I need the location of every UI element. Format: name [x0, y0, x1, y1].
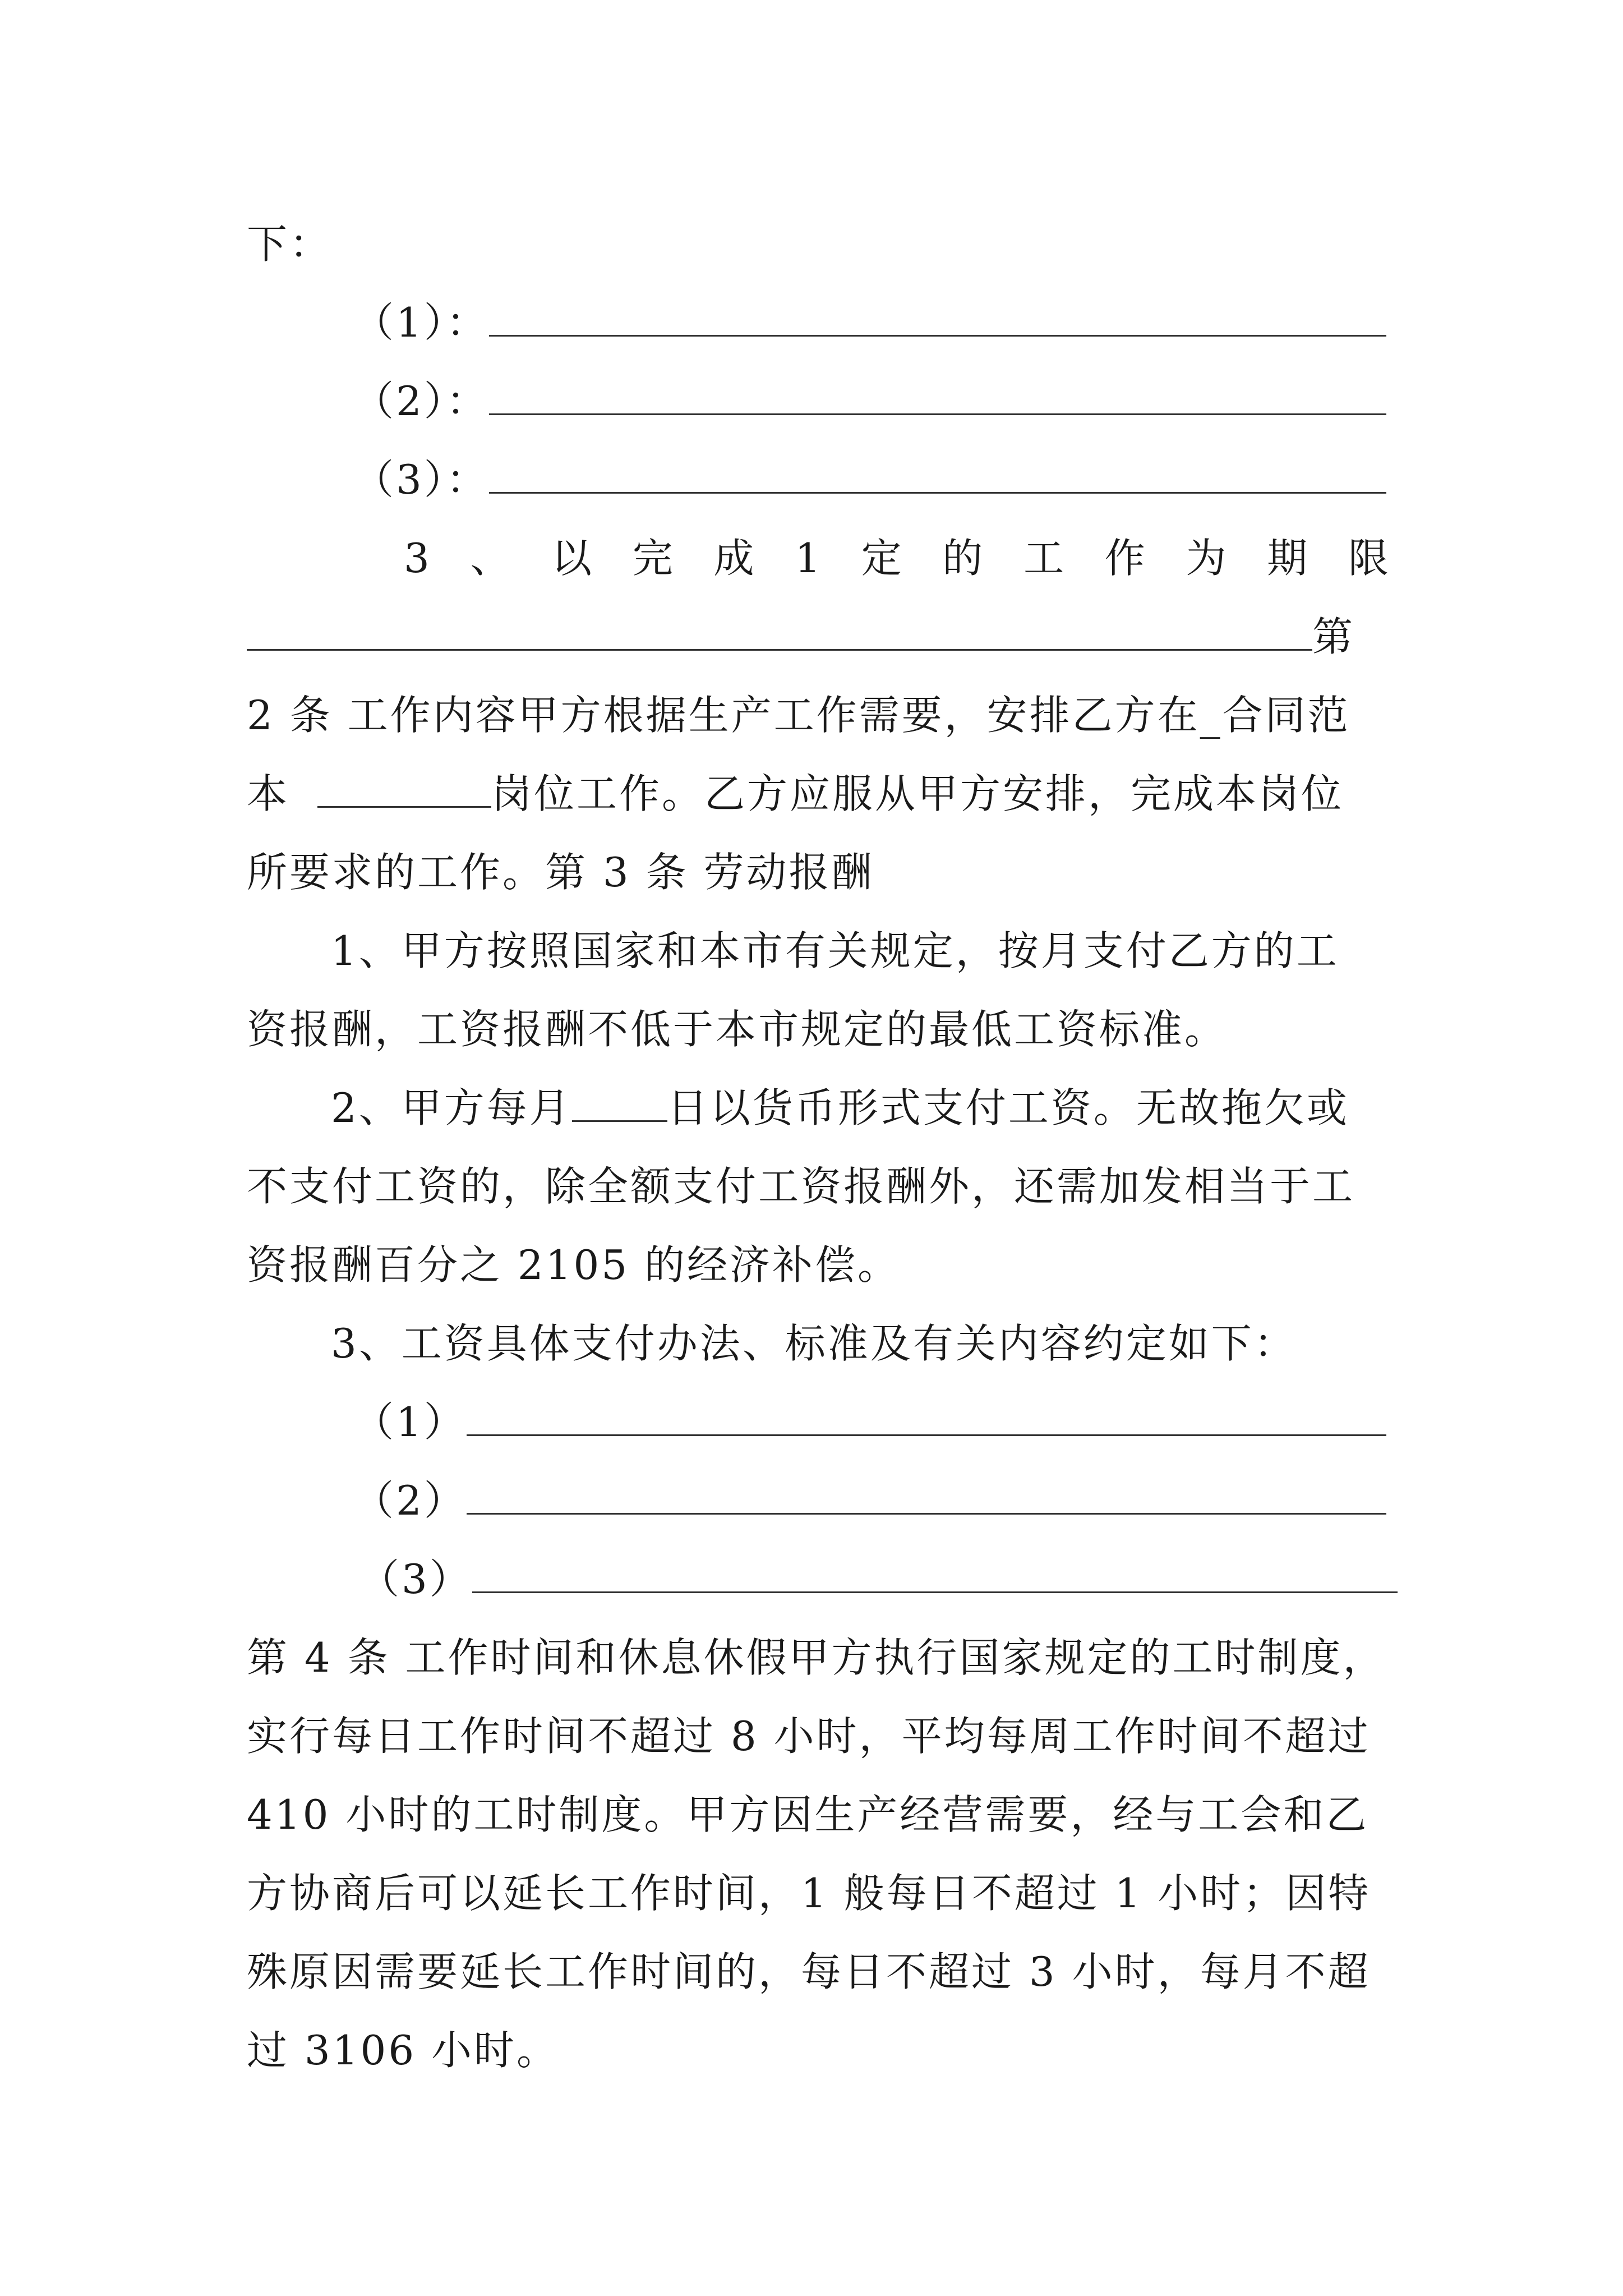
line-text: 3、工资具体支付办法、标准及有关内容约定如下： [331, 1320, 1297, 1367]
fill-line-item [247, 754, 1391, 833]
line-text: 实行每日工作时间不超过 8 小时，平均每周工作时间不超过 [247, 1713, 1371, 1760]
line-text: 本 [247, 770, 290, 817]
char: 定 [861, 535, 904, 582]
blank-field [317, 800, 491, 808]
blank-field [467, 1507, 1386, 1515]
char: 完 [632, 535, 675, 582]
char: 3 [404, 535, 432, 582]
blank-field [472, 1586, 1398, 1593]
line-text: 不支付工资的，除全额支付工资报酬外，还需加发相当于工 [247, 1163, 1355, 1210]
text-line [247, 1932, 1391, 2011]
char: 的 [942, 535, 985, 582]
item-label: （2） [353, 1477, 467, 1524]
text-line [247, 2011, 1391, 2090]
line-text: 2、甲方每月 [331, 1084, 572, 1131]
char: 以 [551, 535, 594, 582]
text-line [331, 912, 1391, 990]
text-line [247, 1147, 1391, 1226]
fill-line-item [353, 1383, 1368, 1461]
line-text: 日以货币形式支付工资。无故拖欠或 [667, 1084, 1349, 1131]
line-text: 过 3106 小时。 [247, 2027, 560, 2074]
char: 限 [1348, 535, 1391, 582]
blank-field [489, 408, 1386, 415]
text-line [247, 1854, 1391, 1932]
char: 成 [713, 535, 757, 582]
line-text: 下： [247, 220, 333, 268]
char: 1 [795, 535, 823, 582]
text-line [247, 1618, 1391, 1697]
char: 、 [470, 535, 513, 582]
line-text: 1、甲方按照国家和本市有关规定，按月支付乙方的工 [331, 927, 1339, 974]
item-label: （1） [353, 1398, 467, 1446]
char: 为 [1186, 535, 1229, 582]
blank-field [467, 1429, 1386, 1436]
line-text: 资报酬，工资报酬不低于本市规定的最低工资标准。 [247, 1006, 1228, 1053]
text-line [247, 676, 1391, 754]
item-label: （3）： [353, 456, 489, 503]
line-text: 410 小时的工时制度。甲方因生产经营需要，经与工会和乙 [247, 1791, 1369, 1838]
item-label: （1）： [353, 299, 489, 346]
blank-field [572, 1115, 667, 1122]
line-text: 第 [1312, 613, 1355, 660]
line-text: 岗位工作。乙方应服从甲方安排，完成本岗位 [491, 770, 1344, 817]
line-text: 所要求的工作。第 3 条 劳动报酬 [247, 849, 874, 896]
item-label: （2）： [353, 378, 489, 425]
fill-line-item [359, 1540, 1391, 1618]
text-line [247, 1697, 1391, 1775]
blank-field [489, 329, 1386, 337]
line-text: 2 条 工作内容甲方根据生产工作需要，安排乙方在_合同范 [247, 692, 1350, 739]
line-text: 第 4 条 工作时间和休息休假甲方执行国家规定的工时制度， [247, 1634, 1386, 1681]
text-line [247, 1226, 1391, 1304]
item-label: （3） [359, 1556, 472, 1603]
line-text: 殊原因需要延长工作时间的，每日不超过 3 小时，每月不超 [247, 1948, 1371, 1995]
text-line [331, 1304, 1391, 1383]
fill-line-item [331, 1069, 1391, 1147]
line-text: 方协商后可以延长工作时间，1 般每日不超过 1 小时；因特 [247, 1870, 1371, 1917]
text-line [247, 990, 1391, 1069]
line-text: 资报酬百分之 2105 的经济补偿。 [247, 1241, 901, 1289]
text-line [247, 1775, 1391, 1854]
fill-line-item [353, 440, 1368, 519]
fill-line-item [353, 362, 1368, 440]
char: 作 [1104, 535, 1147, 582]
blank-field [489, 486, 1386, 494]
fill-line-item [353, 1461, 1368, 1540]
char: 工 [1023, 535, 1067, 582]
spread-text-line [404, 519, 1391, 597]
fill-line-item [353, 283, 1368, 362]
char: 期 [1267, 535, 1310, 582]
blank-field [247, 643, 1312, 651]
fill-line-item [247, 597, 1391, 676]
text-line [247, 205, 1391, 283]
text-line [247, 833, 1391, 912]
